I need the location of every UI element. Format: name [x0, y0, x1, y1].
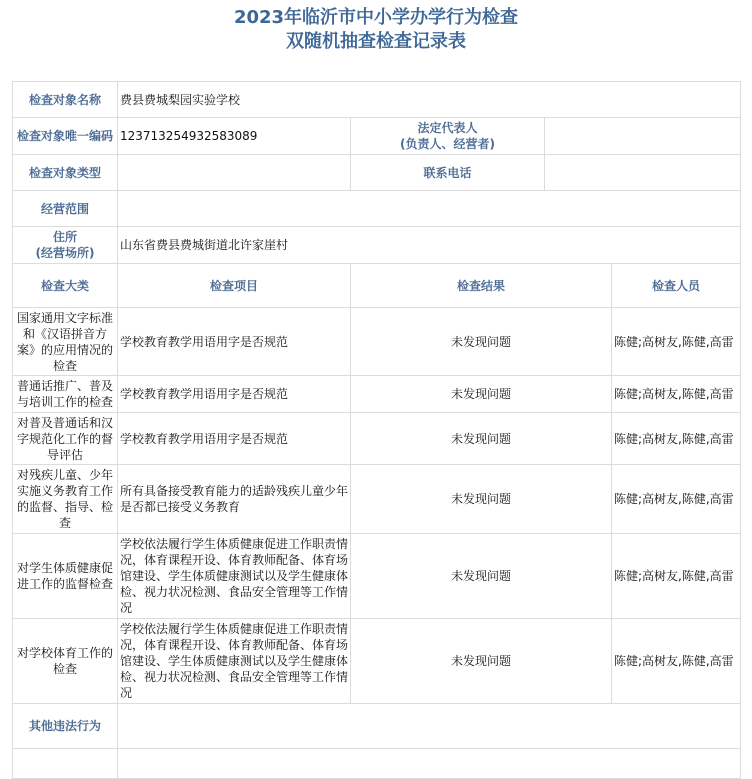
address-label-line-2: (经营场所) — [35, 246, 95, 260]
category-cell: 对普及普通话和汉字规范化工作的督导评估 — [13, 413, 118, 465]
item-cell: 学校教育教学用语用字是否规范 — [118, 308, 351, 376]
rep-value — [545, 118, 741, 155]
address-value: 山东省费县费城街道北许家崖村 — [118, 227, 741, 264]
item-cell: 学校依法履行学生体质健康促进工作职责情况，体育课程开设、体育教师配备、体育场馆建设、学生体质健康测试以及学生健康体检、视力状况检测、食品安全管理等工作情况 — [118, 534, 351, 619]
result-cell: 未发现问题 — [351, 465, 612, 534]
name-value: 费县费城梨园实验学校 — [118, 82, 741, 118]
row-type — [13, 155, 741, 191]
table-row — [13, 308, 741, 376]
row-truncated — [13, 749, 741, 779]
code-label: 检查对象唯一编码 — [13, 118, 118, 155]
inspectors-cell: 陈健;高树友,陈健,高雷 — [612, 413, 741, 465]
header-result: 检查结果 — [351, 264, 612, 308]
table-row — [13, 413, 741, 465]
row-address — [13, 227, 741, 264]
result-cell: 未发现问题 — [351, 308, 612, 376]
inspectors-cell: 陈健;高树友,陈健,高雷 — [612, 376, 741, 413]
item-cell: 学校教育教学用语用字是否规范 — [118, 376, 351, 413]
header-row — [13, 264, 741, 308]
title-line-1: 2023年临沂市中小学办学行为检查 — [233, 7, 519, 28]
empty-cell — [13, 749, 118, 779]
rep-label — [351, 118, 545, 155]
other-violations-label: 其他违法行为 — [13, 704, 118, 749]
type-value — [118, 155, 351, 191]
address-label-line-1: 住所 — [52, 230, 77, 244]
item-cell: 学校教育教学用语用字是否规范 — [118, 413, 351, 465]
table-row — [13, 534, 741, 619]
address-label — [13, 227, 118, 264]
result-cell: 未发现问题 — [351, 376, 612, 413]
inspection-record-table — [12, 81, 741, 779]
inspectors-cell: 陈健;高树友,陈健,高雷 — [612, 465, 741, 534]
name-label: 检查对象名称 — [13, 82, 118, 118]
category-cell: 对残疾儿童、少年实施义务教育工作的监督、指导、检查 — [13, 465, 118, 534]
scope-value — [118, 191, 741, 227]
inspectors-cell: 陈健;高树友,陈健,高雷 — [612, 534, 741, 619]
category-cell: 对学生体质健康促进工作的监督检查 — [13, 534, 118, 619]
header-inspectors: 检查人员 — [612, 264, 741, 308]
title-line-2: 双随机抽查检查记录表 — [286, 31, 466, 52]
empty-cell — [118, 749, 741, 779]
item-cell: 所有具备接受教育能力的适龄残疾儿童少年是否都已接受义务教育 — [118, 465, 351, 534]
row-other-violations — [13, 704, 741, 749]
phone-value — [545, 155, 741, 191]
item-cell: 学校依法履行学生体质健康促进工作职责情况，体育课程开设、体育教师配备、体育场馆建设、学生体质健康测试以及学生健康体检、视力状况检测、食品安全管理等工作情况 — [118, 619, 351, 704]
table-row — [13, 619, 741, 704]
inspectors-cell: 陈健;高树友,陈健,高雷 — [612, 619, 741, 704]
rep-label-line-1: 法定代表人 — [417, 121, 478, 135]
header-category: 检查大类 — [13, 264, 118, 308]
table-row — [13, 465, 741, 534]
page-title — [0, 0, 752, 75]
row-scope — [13, 191, 741, 227]
rep-label-line-2: (负责人、经营者) — [400, 137, 495, 151]
result-cell: 未发现问题 — [351, 534, 612, 619]
code-value: 123713254932583089 — [118, 118, 351, 155]
table-row — [13, 376, 741, 413]
type-label: 检查对象类型 — [13, 155, 118, 191]
category-cell: 国家通用文字标准和《汉语拼音方案》的应用情况的检查 — [13, 308, 118, 376]
inspectors-cell: 陈健;高树友,陈健,高雷 — [612, 308, 741, 376]
scope-label: 经营范围 — [13, 191, 118, 227]
header-item: 检查项目 — [118, 264, 351, 308]
category-cell: 对学校体育工作的检查 — [13, 619, 118, 704]
phone-label: 联系电话 — [351, 155, 545, 191]
row-code — [13, 118, 741, 155]
other-violations-value — [118, 704, 741, 749]
result-cell: 未发现问题 — [351, 413, 612, 465]
result-cell: 未发现问题 — [351, 619, 612, 704]
row-name — [13, 82, 741, 118]
category-cell: 普通话推广、普及与培训工作的检查 — [13, 376, 118, 413]
